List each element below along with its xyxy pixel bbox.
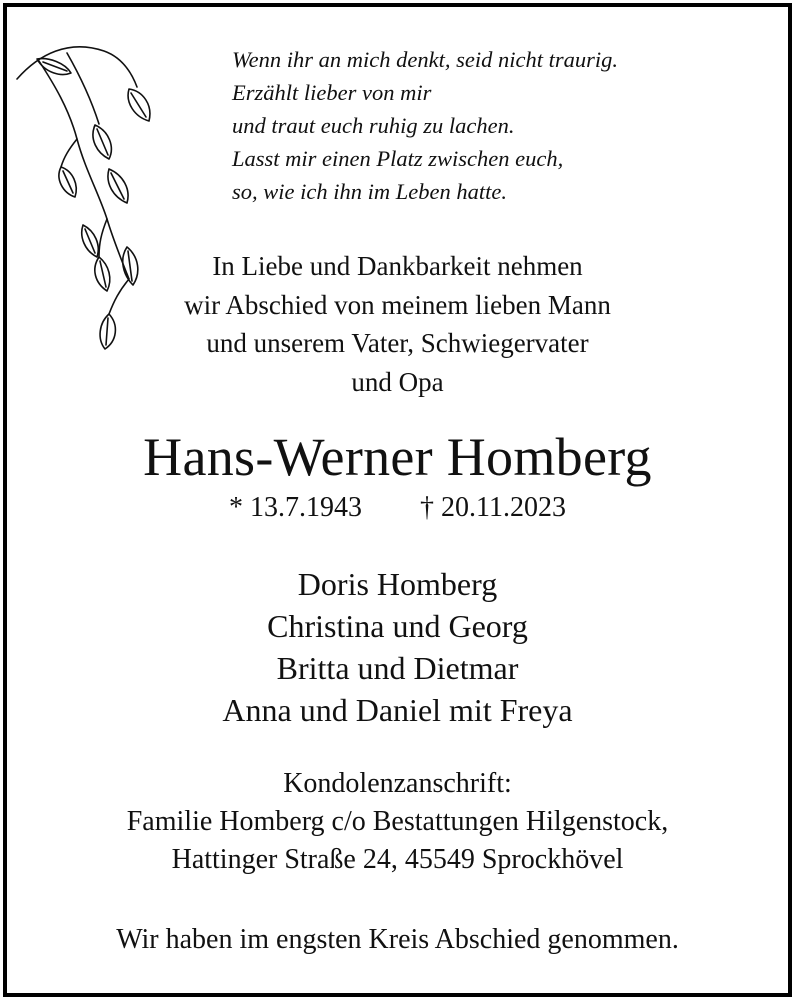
poem [232, 43, 772, 208]
intro-text [7, 247, 788, 401]
poem-line: so, wie ich ihn im Leben hatte. [232, 179, 507, 204]
mourner-name: Christina und Georg [267, 608, 528, 644]
condolence-label: Kondolenzanschrift: [283, 768, 512, 799]
intro-line: und unserem Vater, Schwiegervater [206, 328, 589, 358]
mourner-name: Britta und Dietmar [276, 650, 519, 686]
deceased-name: Hans-Werner Homberg [143, 427, 652, 487]
obituary-notice [3, 3, 792, 997]
death-date: † 20.11.2023 [420, 492, 566, 523]
mourners-list [7, 563, 788, 731]
mourner-name: Anna und Daniel mit Freya [222, 692, 573, 728]
intro-line: wir Abschied von meinem lieben Mann [184, 289, 611, 320]
closing-note: Wir haben im engsten Kreis Abschied genommen. [116, 924, 679, 955]
condolence-address [7, 765, 788, 879]
poem-line: und traut euch ruhig zu lachen. [232, 113, 515, 138]
poem-line: Lasst mir einen Platz zwischen euch, [232, 146, 564, 171]
intro-line: und Opa [351, 366, 444, 397]
poem-line: Erzählt lieber von mir [232, 80, 432, 105]
life-dates [7, 489, 788, 527]
birth-date: * 13.7.1943 [229, 492, 363, 523]
condolence-line: Hattinger Straße 24, 45549 Sprockhövel [171, 844, 624, 875]
poem-line: Wenn ihr an mich denkt, seid nicht traurig. [232, 47, 619, 72]
condolence-line: Familie Homberg c/o Bestattungen Hilgenstock, [126, 806, 669, 837]
mourner-name: Doris Homberg [297, 566, 498, 602]
intro-line: In Liebe und Dankbarkeit nehmen [212, 251, 583, 281]
